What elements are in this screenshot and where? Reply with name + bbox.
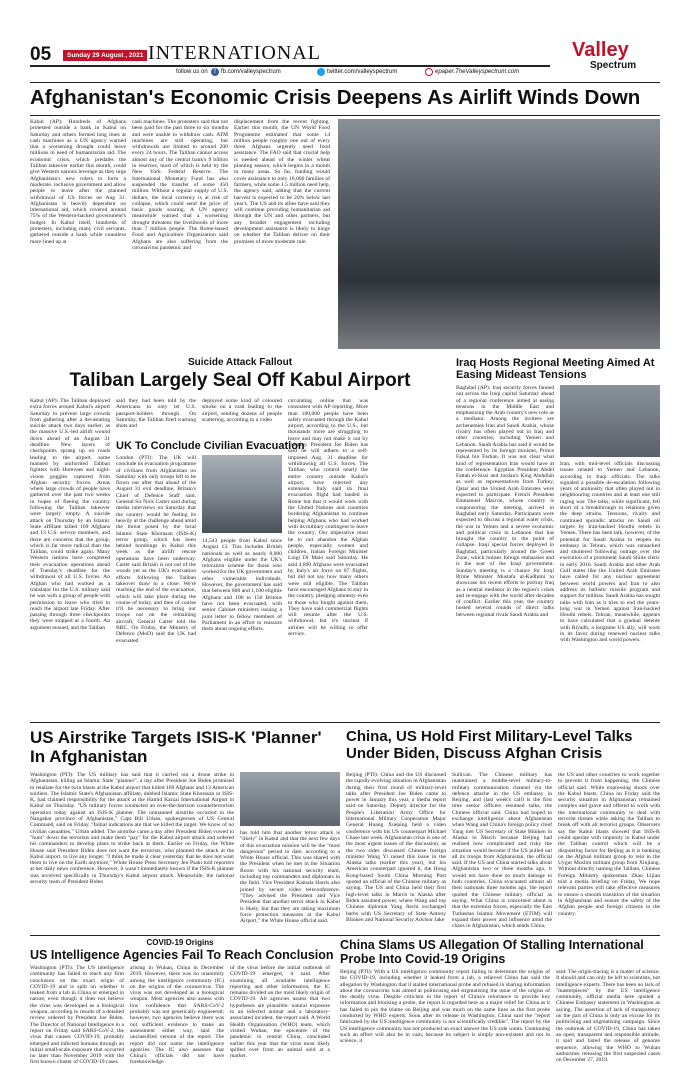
logo [572,40,660,76]
rule [30,722,660,723]
article-column: said. The origin-tracing is a matter of science. It should and can only be left to scientists, not intelligence experts. There has been no lack of "masterpieces" by the US intelligence community, official media here quoted a Chinese Embassy statement in Washington as saying. The assertion of lack of transparency on the part of China is only an excuse for its politicising and stigmatising campaign. Since the outbreak of COVID-19, China has taken an open, transparent and responsible attitude, it said and listed the release of genome sequence, allowing the WHO to Wuhan authorities releasing the first suspected cases on December 27, 2019. [556,969,660,1064]
headline: US Airstrike Targets ISIS-K 'Planner' In Afghanistan [30,728,322,766]
follow-label: follow us on [176,69,208,75]
news-photo-drone [240,772,340,826]
article-column: the US and other countries to work together to prevent it from happening, the Chinese official said. While expressing shock over the Kabul blasts, China on Friday said the security situation in Afghanistan remained complex and grave and offered to work with the international community to deal with terrorist threats while asking the Taliban to break off with all terrorist groups. Observers say the Kabul blasts showed that ISIS-K could operate with impunity in Kabul under the Taliban control which will be a disquieting factor for Beijing as it is banking on the Afghan militant group to rein in the Uygur Muslim militant group from Xinjiang. Without directly naming the Taliban, Chinese Foreign Ministry spokesman Zhao Lijian told a media briefing on Friday, We hope relevant parties will take effective measures to ensure a smooth transition of the situation in Afghanistan and ensure the safety of the Afghan people and foreign citizens in the country. [558,772,660,917]
page-number: 05 [30,44,52,65]
news-photo-crowd [338,119,660,349]
article-column: London (PTI): The UK will conclude its evacuation programme of civilians from Afghanistan on Saturday with only troops left to be flown out after that ahead of the August 31 exit deadline, Britain's Chief of Defence Staff said. General Sir Nick Carter said during media interviews on Saturday that the country would be feeling its heavily at the challenge ahead amid the threat posed by the local Islamic State Khorasan (ISIS-K) terror group, which has been behind bombings in Kabul this week as the airlift rescue operations have been underway. Carter said Britain is not out of the woods yet as the UK's evacuation efforts following the Taliban takeover draw to a close. We're reaching the end of the evacuation, which will take place during the course of today, and then of course it'll be necessary to bring our troops out on the remaining aircraft, General Carter told the BBC. On Friday, the Ministry of Defence (MoD) said the UK had evacuated [116,455,196,644]
facebook-link[interactable]: fb.com/valleyspectrum [221,69,281,75]
article-column: of the virus before the initial outbreak of COVID-19 emerged, it said. After examining all available intelligence reporting and other information, the IC remains divided on the most likely origin of COVID-19. All agencies assess that two hypotheses are plausible: natural exposure to an infected animal and a laboratory-associated incident, the report said. A World Health Organisation (WHO) team, which visited Wuhan, the epicentre of the pandemic in central China, concluded earlier this year that the virus most likely spilled over from an animal sold at a market. [230,965,330,1060]
globe-icon[interactable] [425,68,433,76]
headline: Taliban Largely Seal Off Kabul Airport [69,370,411,391]
facebook-icon[interactable]: f [211,68,219,76]
article-column: Washington (PTI): The US military has said that it carried out a drone strike in Afghanistan, killing an Islamic State "planner", a day after President Joe Biden promised to retaliate for the twin blasts at the Kabul airport that killed 169 Afghans and 13 American soldiers. The Islamic State's Afghanistan affiliate, dubbed Islamic State Khorasan or ISIS-K, had claimed responsibility for the attack at the Hamid Karzai International Airport in Kabul on Thursday. "US military forces conducted an over-the-horizon counterterrorism operation today against an ISIS-K planner. The unmanned airstrike occurred in the Nangahar province of Afghanistan," Capt Bill Urban, spokesperson of US Central Command, said on Friday. "Initial indications are that we killed the target. We know of no civilian casualties," Urban added. The airstrike came a day after President Biden vowed to "hunt" down the terrorists and make them "pay" for the Kabul airport attack and ordered his commanders to develop plans to strike back at them. Earlier on Friday, the White House said President Biden does not want the terrorists, who planned the attack at the Kabul airport, to live any longer. "I think he made it clear yesterday that he does not want them to live on the Earth anymore," White House Press Secretary Jen Psaki told reporters at her daily news conference. However, it wasn't immediately known if the ISIS-K planner was involved specifically in Thursday's Kabul airport attack. Meanwhile, the national security team of President Biden [30,772,234,886]
rule [30,115,660,116]
article-column: has told him that another terror attack is "likely" in Kabul and that the next few days of this evacuation mission will be the "most dangerous" period to date, according to a White House official. This was shared with the President when he met in the Situation Room with his national security team, including top commanders and diplomats in the field. Vice President Kamala Harris also joined by secure video teleconference. "They advised the President and Vice President that another terror attack in Kabul is likely, but that they are taking maximum force protection measures at the Kabul Airport," the White House official said. [240,830,340,925]
article-column: Iran, with mid-level officials discussing issues related to Yemen and Lebanon, according to Iraqi officials. The talks signaled a possible de-escalation following years of animosity that often played out in neighbouring countries and at least one still raging war. The talks, while significant, fell short of a breakthrough in relations given the deep strains. Tensions, rivalry and continued sporadic attacks on Saudi oil targets by Iran-backed Houthi rebels in Yemen. There has been talk, however, of the potential for Saudi Arabia to reopen its embassy in Tehran, which was ransacked and shuttered following outrage over the execution of a prominent Saudi Shiite cleric in early 2016. Saudi Arabia and other Arab Gulf states like the United Arab Emirates have called for any nuclear agreement between world powers and Iran to also address its ballistic missile program and support for militias. Saudi Arabia has sought talks with Iran as it tries to end the years-long war in Yemen against Iran-backed Houthi rebels. Tehran, meanwhile, appears to have calculated that a gradual detente with Riyadh, a longtime US ally, will work in its favor during renewed nuclear talks with Washington and world powers. [560,461,660,644]
headline: Afghanistan's Economic Crisis Deepens As Airlift Winds Down [30,86,641,109]
article-column: Washington (PTI): The US intelligence community has failed to reach any firm conclusion on the exact origin of COVID-19 and is split on whether it leaked from a lab in China or emerged in nature, even though it does not believe the virus was developed as a biological weapon, according to results of a detailed review ordered by President Joe Biden. The Director of National Intelligence in a report on Friday said SARS-CoV-2, the virus that causes COVID-19, probably emerged and infected humans through an initial small-scale exposure that occurred no later than November 2019 with the first known cluster of COVID-19 cases [30,965,124,1066]
article-column: deployed some kind of coloured smoke on a road leading to the airport, sending dozens of people scattering, according to a video [202,398,282,423]
kicker: Suicide Attack Fallout [187,357,293,368]
article-column: Beijing (PTI): China and the US discussed the rapidly evolving situation in Afghanistan during their first round of military-level talks after President Joe Biden came to power in January this year, a media report said on Saturday. Deputy director for the People's Liberation Army Office for International Military Cooperation Major General Huang Xueping held a video conference with his US counterpart Michael Chase last week. Afghanistan crisis is one of the most urgent issues of the discussion, as the two sides discussed Chinese foreign minister Wang Yi raised this issue in the Alaska talks (earlier this year), but his American counterpart ignored it, the Hong Kong-based South China Morning Post quoted an official of the Chinese military as saying. The US and China held their first high-level talks in March in Alaska after Biden assumed power, where Wang and top Chinese diplomat Yang Jiechi exchanged barbs with US Secretary of State Antony Blinken and National Security Advisor Jake [346,772,446,923]
headline: Iraq Hosts Regional Meeting Aimed At Easing Mideast Tensions [456,357,655,381]
article-column: Sullivan. The Chinese military has maintained a middle-level military-to-military communication channel via the defence attache in the US embassy in Beijing, and (last week's call) is the first time senior officers resumed talks, the Chinese official said. China had hoped to exchange intelligence about Afghanistan when Wang and China's foreign policy chief Yang met US Secretary of State Blinken in Alaska in March because Beijing had realised how complicated and risky the situation would become if the US pulled out all its troops from Afghanistan, the official said. If the US and China started talks about Afghanistan two or three months ago, it would not have done so much damage to both countries. China evacuated almost all their nationals three months ago, the report quoted the Chinese military official as saying. What China is concerned about is that the extremist forces, especially the East Turkestan Islamic Movement (ETIM) will expand their power and influence amid the chaos in Afghanistan, which sends China, [452,772,552,930]
subheadline: UK To Conclude Civilian Evacuation [116,440,305,452]
article-column: Kabul (AP): Hundreds of Afghans protested outside a bank in Kabul on Saturday and others formed long lines at cash machines as a UN agency warned that a worsening drought could leave millions in need of humanitarian aid. The economic crisis, which predates the Taliban takeover earlier this month, could give Western nations leverage as they urge Afghanistan's new rulers to form a moderate, inclusive government and allow people to leave after the planned withdrawal of US forces on Aug 31. Afghanistan is heavily dependent on international aid, which covered around 75% of the Western-backed government's budget. In Kabul itself, hundreds of protesters, including many civil servants, gathered outside a bank while countless more lined up at [30,119,126,245]
rule [30,935,660,936]
header-rule [30,65,550,67]
article-column: displacement from the recent fighting. Earlier this month, the UN World Food Programme estimated that some 14 million people roughly one out of every three Afghans urgently need food assistance. The FAO said that crucial help is needed ahead of the winter wheat planting season, which begins in a month in many areas. So far, funding would cover assistance to only 10,000 families of farmers, while some 1.5 million need help, the agency said, adding that the current harvest is expected to be 20% below last year's. The US and its allies have said they will continue providing humanitarian aid through the UN and other partners, but any broader engagement including development assistance is likely to hinge on whether the Taliban deliver on their promises of more moderate rule. [234,119,330,245]
headline: China Slams US Allegation Of Stalling International Probe Into Covid-19 Origins [340,938,644,966]
epaper-link[interactable]: epaper.TheValleyspectrum.com [435,69,520,75]
article-column: Beijing (PTI): With a US intelligence community report failing to determine the origins of the COVID-19, including whether it leaked from a lab, a relieved China has said the allegation by Washington that it stalled international probe and refused in sharing information about the coronavirus was aimed at politicising and stigmatising the issue of the origins of the deadly virus. Despite criticism in the report of China's reluctance to provide key information and blocking a probe, the report is regarded here as a major relief for China as it has failed to pin the blame on Beijing and was much on the same lines as the first probe conducted by WHO experts. Soon after its release in Washington, China said the "report fabricated by the US intelligence community is not scientifically credible". The report by the US intelligence community has not produced an exact answer the US side wants. Continuing such an effort will also be in vain, because its subject is simply non-existent and not in science, it [340,969,550,1045]
article-column: said they had been told by the Americans to only let U.S. passport-holders through. On Saturday, the Taliban fired warning shots and [116,398,196,430]
rule [30,82,660,83]
headline: China, US Hold First Military-Level Talks Under Biden, Discuss Afghan Crisis [346,728,633,762]
header [30,40,660,78]
article-column: circulating online that was consistent with AP reporting. More than 100,000 people have been safely evacuated through the Kabul airport, according to the U.S., but thousands more are struggling to leave and may not make it out by Tuesday. President Joe Biden has said he will adhere to a self-imposed Aug. 31 deadline for withdrawing all U.S. forces. The Taliban, who control nearly the entire country outside Kabul's airport, have rejected any extension. Italy said its final evacuation flight had landed in Rome but that it would work with the United Nations and countries bordering Afghanistan to continue helping Afghans who had worked with its military contingent to leave the country. Our imperative must be to not abandon the Afghan people, especially women and children, Italian Foreign Minister Luigi Di Maio said Saturday. He said 4,890 Afghans were evacuated by Italy's air force on 87 flights, but did not say how many others were still eligible. The Taliban have encouraged Afghans to stay in the country, pledging amnesty even to those who fought against them. They have said commercial flights will resume after the U.S. withdrawal, but it's unclear if airlines will be willing to offer service. [288,398,368,637]
article-column: cash machines. The protesters said that not been paid for the past three to six months and were unable to withdraw cash. ATM machines are still operating, but withdrawals are limited to around 200 every 24 hours. The Taliban cannot access almost any of the central bank's 9 billion in reserves, most of which is held by the New York Federal Reserve. The International Monetary Fund has also suspended the transfer of some 450 million. Without a regular supply of U.S. dollars, the local currency is at risk of collapse, which could send the price of basic goods soaring. A UN agency meanwhile warned that a worsening drought threatens the livelihoods of more than 7 million people. The Rome-based Food and Agriculture Organization said Afghans are also suffering from the coronavirus pandemic and [132,119,228,251]
logo-spectrum: Spectrum [590,60,637,71]
logo-valley: Valley [572,39,629,61]
news-photo-aircraft [202,455,282,533]
news-photo-baghdad [560,385,660,457]
article-column: arising in Wuhan, China in December 2019. However, there was no unanimity among the intelligence community (IC) on the origins of the coronavirus. The virus was not developed as a biological weapon. Most agencies also assess with low confidence that SARS-CoV-2 probably was not genetically engineered; however, two agencies believe there was not sufficient evidence to make an assessment either way, said the unclassified version of the report. The report did not name the intelligence agencies. The IC also assesses that China's officials did not have foreknowledge [130,965,224,1066]
article-column: Baghdad (AP): Iraq security forces fanned out across the Iraqi capital Saturday ahead of a regional conference aimed at easing tensions in the Middle East and emphasizing the Arab country's new role as a mediator. Among the invitees are archenemies Iran and Saudi Arabia, whose rivalry has often played out in Iraq and other countries, including Yemen and Lebanon. Saudi Arabia has said it would be represented by its foreign minister, Prince Faisal bin Farhan. It was not clear what kind of representation Iran would have at the conference. Egyptian President Abdel Fattah el-Sissi and Jordan's King Abdullah as well as representatives from Turkey, Qatar and the United Arab Emirates were expected to participate. French President Emmanuel Macron, whose country is cosponsoring the meeting, arrived in Baghdad early Saturday. Participants were expected to discuss a regional water crisis, the war in Yemen and a severe economic and political crisis in Lebanon that has brought the country to the point of collapse. Iraqi special forces deployed in Baghdad, particularly around the Green Zone, which houses foreign embassies and is the seat of the Iraqi government. Sunday's meeting is a chance for Iraqi Prime Minister Mustafa al-Kadhimi to showcase his recent efforts to portray Iraq as a neutral mediator in the region's crises and re-engage with the world after decades of conflict. Earlier this year, the country hosted several rounds of direct talks between regional rivals Saudi Arabia and [456,385,554,618]
twitter-icon[interactable] [317,68,325,76]
section-title: INTERNATIONAL [148,42,321,64]
kicker: COVID-19 Origins [146,938,214,947]
twitter-link[interactable]: twitter.com/valleyspectrum [327,69,398,75]
headline: US Intelligence Agencies Fail To Reach Conclusion [30,948,334,962]
date-bar: Sunday 29 August , 2021 [63,50,147,61]
article-column: 14,543 people from Kabul since August 13. This includes British nationals as well as nearly 8,000 Afghans eligible under the UK's relocation scheme for those who worked for the UK government and other vulnerable individuals. However, the government has said that between 800 and 1,100 eligible Afghans and 100 to 150 Britons have not been evacuated, with senior Cabinet ministers issuing a joint letter to fellow members of Parliament in an effort to reassure them about ongoing efforts. [202,538,282,633]
article-column: Kabul (AP): The Taliban deployed extra forces around Kabul's airport Saturday to prevent large crowds from gathering after a devastating suicide attack two days earlier, as the massive U.S.-led airlift wound down ahead of an August 31 deadline. New layers of checkpoints sprang up on roads leading to the airport, some manned by uniformed Taliban fighters with Humvees and night-vision goggles captured from Afghan security forces. Areas where large crowds of people have gathered over the past two weeks in hopes of fleeing the country following the Taliban takeover were largely empty. A suicide attack on Thursday by an Islamic State affiliate killed 169 Afghans and 13 U.S. service members, and there are concerns that the group, which is far more radical than the Taliban, could strike again. Many Western nations have completed their evacuation operations ahead of Tuesday's deadline for the withdrawal of all U.S. forces. An Afghan who had worked as a translator for the U.S. military said he was with a group of people with permission to leave who tried to reach the airport late Friday. After passing through three checkpoints they were stopped at a fourth. An argument ensued, and the Taliban [30,398,110,631]
